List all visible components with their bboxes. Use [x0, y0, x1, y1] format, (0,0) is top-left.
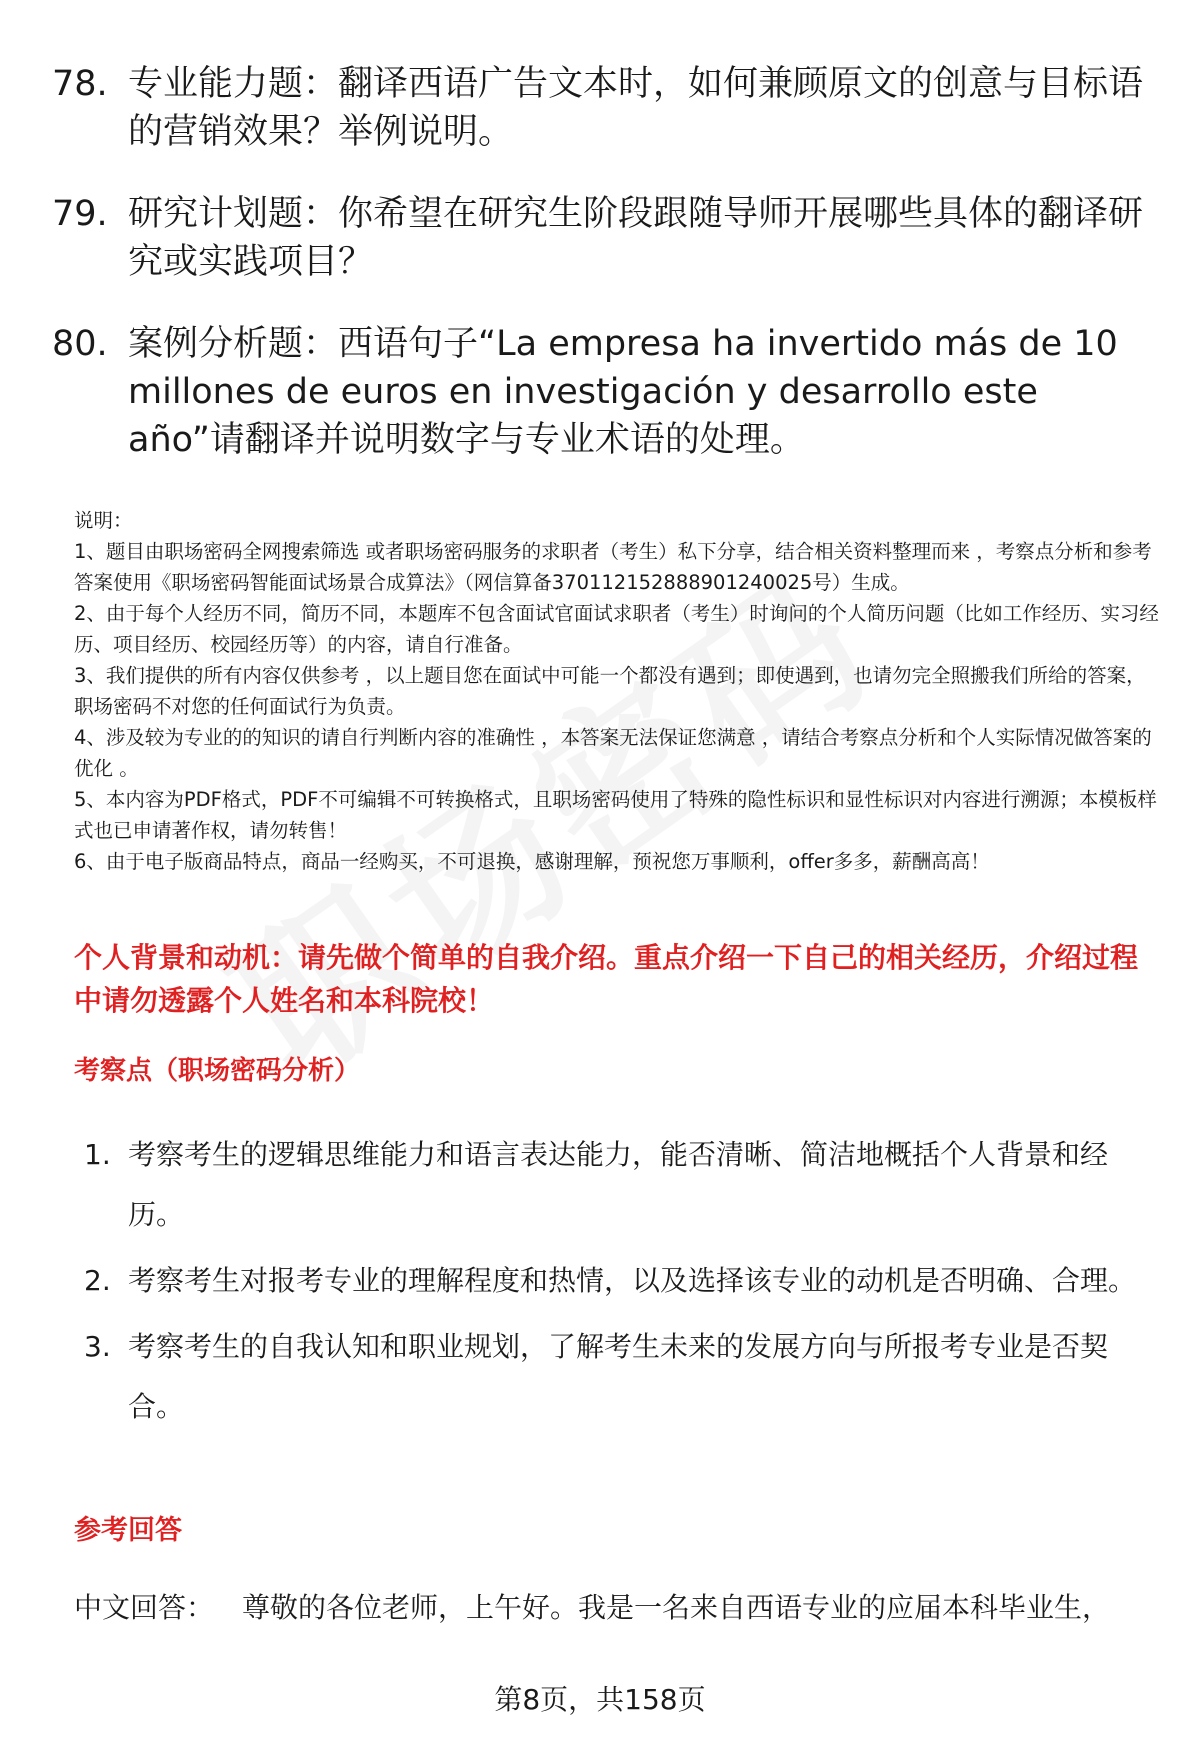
analysis-point: [84, 1125, 1154, 1245]
note-item: 6、由于电子版商品特点，商品一经购买，不可退换，感谢理解，预祝您万事顺利，offer多多，薪酬高高！: [74, 850, 990, 873]
note-item: 1、题目由职场密码全网搜索筛选 或者职场密码服务的求职者（考生）私下分享，结合相关资料整理而来 ，考察点分析和参考答案使用《职场密码智能面试场景合成算法》（网信算备370112152888901240025号）生成。: [74, 540, 1152, 594]
question-item: [52, 320, 1152, 464]
note-item: 5、本内容为PDF格式，PDF不可编辑不可转换格式，且职场密码使用了特殊的隐性标识和显性标识对内容进行溯源；本模板样式也已申请著作权，请勿转售！: [74, 788, 1157, 842]
answer-text: 尊敬的各位老师，上午好。我是一名来自西语专业的应届本科毕业生，: [242, 1591, 1111, 1624]
note-item: 4、涉及较为专业的的知识的请自行判断内容的准确性 ，本答案无法保证您满意 ，请结合考察点分析和个人实际情况做答案的优化 。: [74, 726, 1152, 780]
note-item: 2、由于每个人经历不同，简历不同，本题库不包含面试官面试求职者（考生）时询问的个人简历问题（比如工作经历、实习经历、项目经历、校园经历等）的内容，请自行准备。: [74, 602, 1159, 656]
point-number: 1.: [84, 1138, 111, 1171]
question-text: 专业能力题：翻译西语广告文本时，如何兼顾原文的创意与目标语的营销效果？举例说明。: [128, 64, 1144, 152]
point-text: 考察考生的自我认知和职业规划，了解考生未来的发展方向与所报考专业是否契合。: [128, 1330, 1109, 1423]
point-number: 3.: [84, 1330, 111, 1363]
question-number: 78.: [52, 64, 108, 104]
page-number-footer: 第8页，共158页: [494, 1683, 706, 1716]
question-text: 研究计划题：你希望在研究生阶段跟随导师开展哪些具体的翻译研究或实践项目？: [128, 194, 1144, 282]
analysis-point: [84, 1251, 1154, 1311]
reference-answer-title: 参考回答: [74, 1515, 182, 1546]
question-number: 80.: [52, 324, 108, 364]
notes-title: 说明：: [74, 509, 133, 532]
analysis-point: [84, 1317, 1154, 1437]
disclaimer-notes: [74, 505, 1164, 877]
question-number: 79.: [52, 194, 108, 234]
analysis-points-title: 考察点（职场密码分析）: [74, 1056, 361, 1086]
question-list: [52, 60, 1152, 498]
intro-question-heading: 个人背景和动机：请先做个简单的自我介绍。重点介绍一下自己的相关经历，介绍过程中请勿透露个人姓名和本科院校！: [74, 941, 1139, 1017]
note-item: 3、我们提供的所有内容仅供参考 ，以上题目您在面试中可能一个都没有遇到；即使遇到，也请勿完全照搬我们所给的答案，职场密码不对您的任何面试行为负责。: [74, 664, 1146, 718]
question-item: [52, 60, 1152, 156]
point-text: 考察考生对报考专业的理解程度和热情，以及选择该专业的动机是否明确、合理。: [128, 1264, 1137, 1297]
point-text: 考察考生的逻辑思维能力和语言表达能力，能否清晰、简洁地概括个人背景和经历。: [128, 1138, 1109, 1231]
analysis-points-list: [84, 1125, 1154, 1443]
question-text: 案例分析题：西语句子“La empresa ha invertido más de 10 millones de euros en investigación y desarrollo este año”请翻译并说明数字与专业术语的处理。: [128, 324, 1118, 460]
question-item: [52, 190, 1152, 286]
answer-paragraph: [74, 1588, 1154, 1628]
answer-label: 中文回答：: [74, 1591, 215, 1624]
point-number: 2.: [84, 1264, 111, 1297]
